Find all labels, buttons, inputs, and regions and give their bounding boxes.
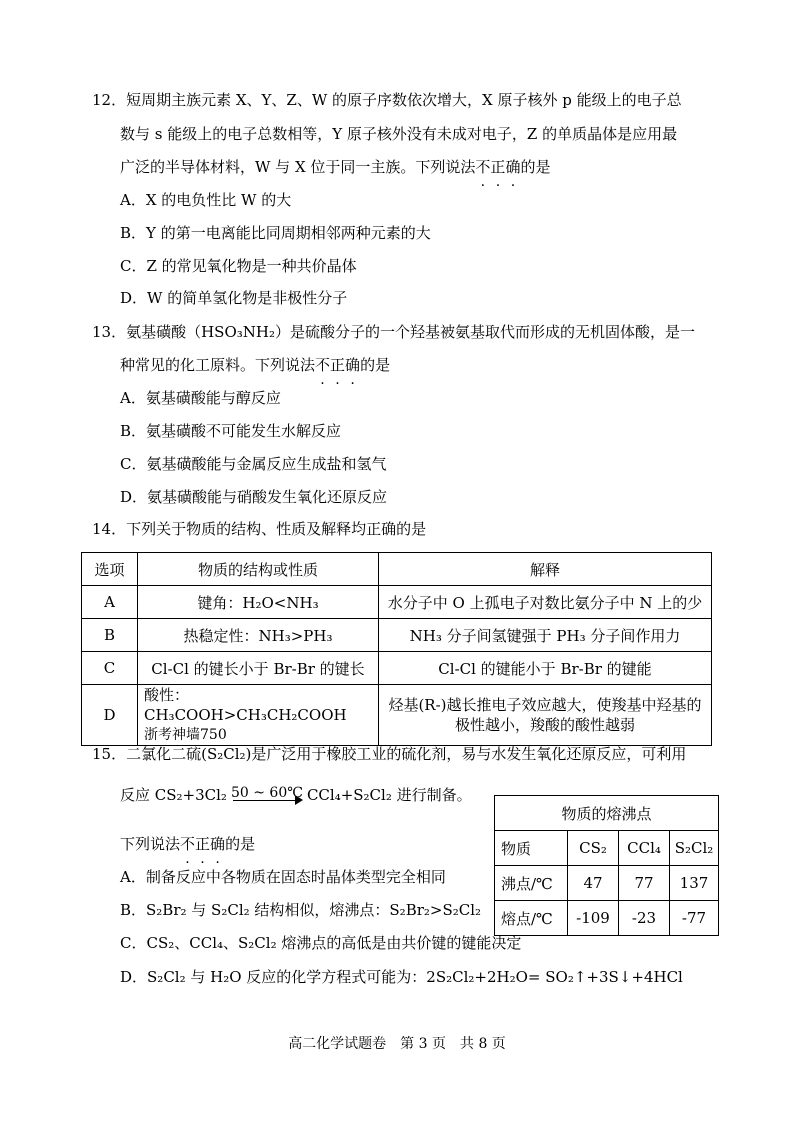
emphasis-not-correct — [315, 355, 360, 375]
q13-option-b: B．氨基磺酸不可能发生水解反应 — [120, 422, 342, 440]
q12-line3 — [120, 157, 550, 177]
cell-value: -23 — [619, 901, 670, 936]
q15-option-a: A．制备反应中各物质在固态时晶体类型完全相同 — [120, 868, 446, 886]
table-row — [82, 685, 712, 746]
row-explanation-line1: 烃基(R-)越长推电子效应越大，使羧基中羟基的 — [388, 696, 702, 714]
emph-char: 不 — [315, 356, 331, 374]
q12-option-c: C．Z 的常见氧化物是一种共价晶体 — [120, 257, 357, 275]
q14-stem: 14．下列关于物质的结构、性质及解释均正确的是 — [92, 520, 427, 538]
row-property: 热稳定性：NH₃>PH₃ — [138, 619, 379, 652]
page-footer: 高二化学试题卷 第 3 页 共 8 页 — [288, 1036, 506, 1052]
row-option: A — [82, 586, 138, 619]
row-option: B — [82, 619, 138, 652]
row-option: D — [82, 685, 138, 746]
q15-line1: 15．二氯化二硫(S₂Cl₂)是广泛用于橡胶工业的硫化剂，易与水发生氧化还原反应，可利用 — [92, 745, 687, 763]
header-option: 选项 — [82, 553, 138, 586]
table-title-row — [495, 796, 719, 831]
row-explanation: Cl-Cl 的键能小于 Br-Br 的键能 — [379, 652, 712, 685]
reaction-arrow — [231, 785, 303, 805]
emph-char: 确 — [210, 835, 226, 853]
row-label-melting: 熔点/℃ — [495, 901, 568, 936]
row-label-boiling: 沸点/℃ — [495, 866, 568, 901]
q15-option-b: B．S₂Br₂ 与 S₂Cl₂ 结构相似，熔沸点：S₂Br₂>S₂Cl₂ — [120, 901, 482, 919]
q15-line3-end: 的是 — [225, 835, 256, 853]
row-option: C — [82, 652, 138, 685]
arrow-head-icon — [295, 795, 303, 805]
q12-option-a: A．X 的电负性比 W 的大 — [120, 191, 292, 209]
row-explanation: NH₃ 分子间氢键强于 PH₃ 分子间作用力 — [379, 619, 712, 652]
q13-line1: 13．氨基磺酸（HSO₃NH₂）是硫酸分子的一个羟基被氨基取代而形成的无机固体酸，是一 — [92, 323, 695, 341]
table-row — [82, 586, 712, 619]
header-explanation: 解释 — [379, 553, 712, 586]
row-explanation-line2: 极性越小，羧酸的酸性越弱 — [454, 716, 635, 734]
row-explanation — [379, 685, 712, 746]
emph-char: 确 — [505, 158, 521, 176]
q15-reactants: 反应 CS₂+3Cl₂ — [120, 786, 227, 804]
table-row — [82, 652, 712, 685]
header-ccl4: CCl₄ — [619, 831, 670, 866]
reaction-condition: 50 ~ 60℃ — [230, 785, 303, 801]
table-title: 物质的熔沸点 — [495, 796, 719, 831]
emph-char: 正 — [195, 835, 211, 853]
cell-value: -77 — [670, 901, 719, 936]
q15-option-d: D．S₂Cl₂ 与 H₂O 反应的化学方程式可能为：2S₂Cl₂+2H₂O= SO₂↑+3S↓+4HCl — [120, 968, 683, 986]
header-property: 物质的结构或性质 — [138, 553, 379, 586]
row-property: Cl-Cl 的键长小于 Br-Br 的键长 — [138, 652, 379, 685]
q13-option-d: D．氨基磺酸能与硝酸发生氧化还原反应 — [120, 488, 388, 506]
emph-char: 不 — [180, 835, 196, 853]
watermark-text: 浙考神墙750 — [144, 727, 227, 743]
table-header-row — [495, 831, 719, 866]
emph-char: 正 — [330, 356, 346, 374]
q15-line3 — [120, 834, 255, 854]
q12-option-b: B．Y 的第一电离能比同周期相邻两种元素的大 — [120, 224, 431, 242]
q13-line2-text: 种常见的化工原料。下列说法 — [120, 356, 316, 374]
q15-option-c: C．CS₂、CCl₄、S₂Cl₂ 熔沸点的高低是由共价键的键能决定 — [120, 934, 522, 952]
q12-line3-text: 广泛的半导体材料，W 与 X 位于同一主族。下列说法 — [120, 158, 476, 176]
q13-line2 — [120, 355, 390, 375]
row-property-text: 酸性：CH₃COOH>CH₃CH₂COOH — [144, 686, 347, 724]
q13-option-c: C．氨基磺酸能与金属反应生成盐和氢气 — [120, 455, 387, 473]
emph-char: 不 — [475, 158, 491, 176]
q12-line1: 12．短周期主族元素 X、Y、Z、W 的原子序数依次增大，X 原子核外 p 能级上的电子总 — [92, 91, 682, 109]
row-explanation: 水分子中 O 上孤电子对数比氨分子中 N 上的少 — [379, 586, 712, 619]
cell-value: 137 — [670, 866, 719, 901]
row-property — [138, 685, 379, 746]
header-substance: 物质 — [495, 831, 568, 866]
q14-table — [81, 552, 712, 746]
q12-option-d: D．W 的简单氢化物是非极性分子 — [120, 289, 348, 307]
emph-char: 确 — [345, 356, 361, 374]
arrow-shaft — [233, 800, 297, 801]
table-header-row — [82, 553, 712, 586]
q15-line2 — [120, 785, 472, 805]
table-row — [82, 619, 712, 652]
header-cs2: CS₂ — [568, 831, 619, 866]
row-property: 键角：H₂O<NH₃ — [138, 586, 379, 619]
q13-option-a: A．氨基磺酸能与醇反应 — [120, 389, 281, 407]
cell-value: -109 — [568, 901, 619, 936]
q15-line3-text: 下列说法 — [120, 835, 181, 853]
q13-line2-end: 的是 — [360, 356, 391, 374]
cell-value: 77 — [619, 866, 670, 901]
q12-line3-end: 的是 — [520, 158, 551, 176]
q12-line2: 数与 s 能级上的电子总数相等，Y 原子核外没有未成对电子，Z 的单质晶体是应用最 — [120, 125, 678, 143]
q15-melting-boiling-table — [494, 795, 719, 936]
emphasis-not-correct — [475, 157, 520, 177]
table-row — [495, 901, 719, 936]
q15-products: CCl₄+S₂Cl₂ 进行制备。 — [306, 786, 472, 804]
emph-char: 正 — [490, 158, 506, 176]
cell-value: 47 — [568, 866, 619, 901]
table-row — [495, 866, 719, 901]
emphasis-not-correct — [180, 834, 225, 854]
header-s2cl2: S₂Cl₂ — [670, 831, 719, 866]
